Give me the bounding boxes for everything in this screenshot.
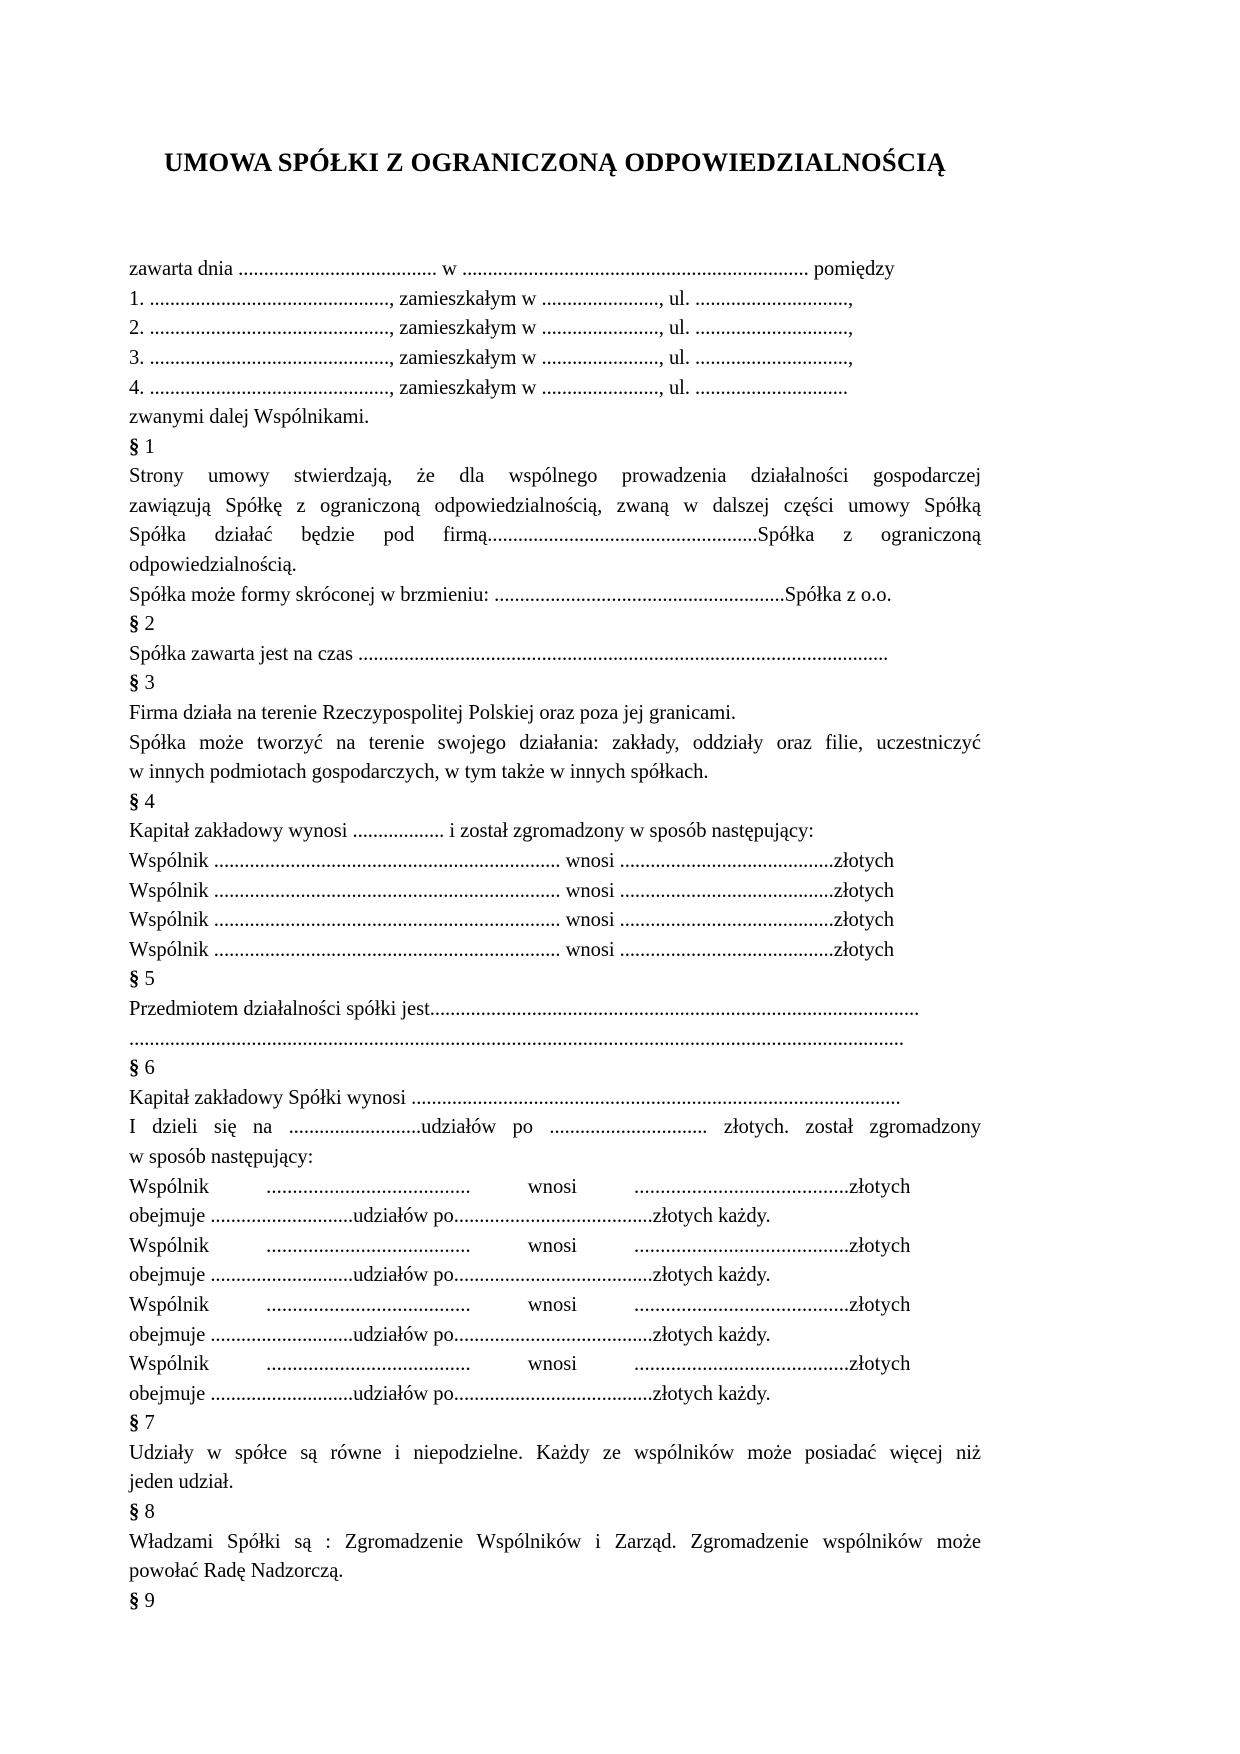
section-heading-3 — [129, 669, 981, 699]
section-heading-1 — [129, 433, 981, 463]
section-number-7: 7 — [144, 1412, 155, 1435]
section-heading-9 — [129, 1587, 981, 1617]
section-heading-4 — [129, 788, 981, 818]
section-mark-7: § — [129, 1412, 140, 1435]
section-6-shareholder-row-3 — [129, 1291, 981, 1321]
section-heading-7 — [129, 1409, 981, 1439]
section-heading-5 — [129, 965, 981, 995]
section-6-shareholder-row-2 — [129, 1232, 981, 1262]
shareholder-amount-blank-3: .........................................złotych — [634, 1293, 911, 1316]
section-6-line-1: Kapitał zakładowy Spółki wynosi ................................................................................................ — [129, 1086, 901, 1109]
shareholder-name-blank-4: ....................................... — [266, 1353, 471, 1376]
preamble-party-2: 2. ..............................................., zamieszkałym w ......................., ul. .............................., — [129, 317, 854, 340]
shareholder-name-blank-1: ....................................... — [266, 1175, 471, 1198]
section-5-line-1: Przedmiotem działalności spółki jest................................................................................................ — [129, 997, 920, 1020]
section-6-covers-line-2: obejmuje ............................udziałów po.......................................złotych każdy. — [129, 1264, 771, 1287]
shareholder-name-blank-2: ....................................... — [266, 1234, 471, 1257]
section-4-contribution-row-2: Wspólnik .................................................................... wnosi ..........................................złotych — [129, 879, 895, 902]
shareholder-wnosi-3: wnosi — [527, 1293, 577, 1316]
section-mark-5: § — [129, 968, 140, 991]
shareholder-name-blank-3: ....................................... — [266, 1293, 471, 1316]
section-3-line-1: Firma działa na terenie Rzeczypospolitej Polskiej oraz poza jej granicami. — [129, 702, 737, 725]
shareholder-wnosi-4: wnosi — [527, 1353, 577, 1376]
section-5-line-2: ........................................................................................................................................................ — [129, 1027, 904, 1050]
shareholder-amount-blank-4: .........................................złotych — [634, 1353, 911, 1376]
section-mark-6: § — [129, 1057, 140, 1080]
document-body — [129, 148, 981, 1616]
shareholder-wnosi-2: wnosi — [527, 1234, 577, 1257]
section-1-line-5: Spółka może formy skróconej w brzmieniu: .........................................................Spółka z o.o. — [129, 583, 892, 606]
section-heading-2 — [129, 610, 981, 640]
section-6-shareholder-row-4 — [129, 1350, 981, 1380]
section-number-2: 2 — [144, 613, 155, 636]
section-number-9: 9 — [144, 1589, 155, 1612]
section-number-4: 4 — [144, 790, 155, 813]
preamble-party-3: 3. ..............................................., zamieszkałym w ......................., ul. .............................., — [129, 346, 854, 369]
shareholder-amount-blank-2: .........................................złotych — [634, 1234, 911, 1257]
shareholder-label-2: Wspólnik — [129, 1234, 210, 1257]
section-3-line-2: Spółka może tworzyć na terenie swojego działania: zakłady, oddziały oraz filie, uczestniczyć — [129, 731, 981, 754]
title-spacer — [129, 177, 981, 255]
section-number-5: 5 — [144, 968, 155, 991]
section-number-8: 8 — [144, 1501, 155, 1524]
section-mark-3: § — [129, 672, 140, 695]
shareholder-label-4: Wspólnik — [129, 1353, 210, 1376]
section-6-line-3: w sposób następujący: — [129, 1145, 314, 1168]
section-mark-1: § — [129, 435, 140, 458]
section-1-line-2: zawiązują Spółkę z ograniczoną odpowiedzialnością, zwaną w dalszej części umowy Spółką — [129, 494, 981, 517]
shareholder-label-3: Wspólnik — [129, 1293, 210, 1316]
section-1-line-1: Strony umowy stwierdzają, że dla wspólnego prowadzenia działalności gospodarczej — [129, 465, 981, 488]
section-6-covers-line-4: obejmuje ............................udziałów po.......................................złotych każdy. — [129, 1382, 771, 1405]
section-mark-4: § — [129, 790, 140, 813]
section-heading-6 — [129, 1054, 981, 1084]
section-1-line-4: odpowiedzialnością. — [129, 554, 297, 577]
section-3-line-3: w innych podmiotach gospodarczych, w tym także w innych spółkach. — [129, 761, 709, 784]
section-6-line-2: I dzieli się na ..........................udziałów po ............................... złotych. został zgromadzony — [129, 1116, 981, 1139]
shareholder-amount-blank-1: .........................................złotych — [634, 1175, 911, 1198]
section-4-contribution-row-1: Wspólnik .................................................................... wnosi ..........................................złotych — [129, 850, 895, 873]
preamble-party-1: 1. ..............................................., zamieszkałym w ......................., ul. .............................., — [129, 287, 854, 310]
section-8-line-2: powołać Radę Nadzorczą. — [129, 1560, 344, 1583]
section-number-6: 6 — [144, 1057, 155, 1080]
section-6-covers-line-3: obejmuje ............................udziałów po.......................................złotych każdy. — [129, 1323, 771, 1346]
section-4-intro: Kapitał zakładowy wynosi .................. i został zgromadzony w sposób następujący: — [129, 820, 814, 843]
section-4-contribution-row-3: Wspólnik .................................................................... wnosi ..........................................złotych — [129, 909, 895, 932]
section-4-contribution-row-4: Wspólnik .................................................................... wnosi ..........................................złotych — [129, 938, 895, 961]
section-number-3: 3 — [144, 672, 155, 695]
preamble-party-4: 4. ..............................................., zamieszkałym w ......................., ul. .............................. — [129, 376, 849, 399]
section-7-line-1: Udziały w spółce są równe i niepodzielne. Każdy ze wspólników może posiadać więcej niż — [129, 1441, 981, 1464]
page-title: UMOWA SPÓŁKI Z OGRANICZONĄ ODPOWIEDZIALNOŚCIĄ — [163, 147, 947, 177]
shareholder-wnosi-1: wnosi — [527, 1175, 577, 1198]
section-number-1: 1 — [144, 435, 155, 458]
preamble-called-hereafter: zwanymi dalej Wspólnikami. — [129, 406, 370, 429]
preamble-date-line: zawarta dnia ....................................... w .................................................................... pomiędzy — [129, 258, 895, 281]
section-1-line-3: Spółka działać będzie pod firmą.....................................................Spółka z ograniczoną — [129, 524, 981, 547]
section-heading-8 — [129, 1498, 981, 1528]
section-mark-8: § — [129, 1501, 140, 1524]
section-mark-2: § — [129, 613, 140, 636]
shareholder-label-1: Wspólnik — [129, 1175, 210, 1198]
section-8-line-1: Władzami Spółki są : Zgromadzenie Wspólników i Zarząd. Zgromadzenie wspólników może — [129, 1530, 981, 1553]
section-7-line-2: jeden udział. — [129, 1471, 234, 1494]
section-6-shareholder-row-1 — [129, 1173, 981, 1203]
section-6-covers-line-1: obejmuje ............................udziałów po.......................................złotych każdy. — [129, 1205, 771, 1228]
section-2-line-1: Spółka zawarta jest na czas ........................................................................................................ — [129, 642, 889, 665]
section-mark-9: § — [129, 1589, 140, 1612]
